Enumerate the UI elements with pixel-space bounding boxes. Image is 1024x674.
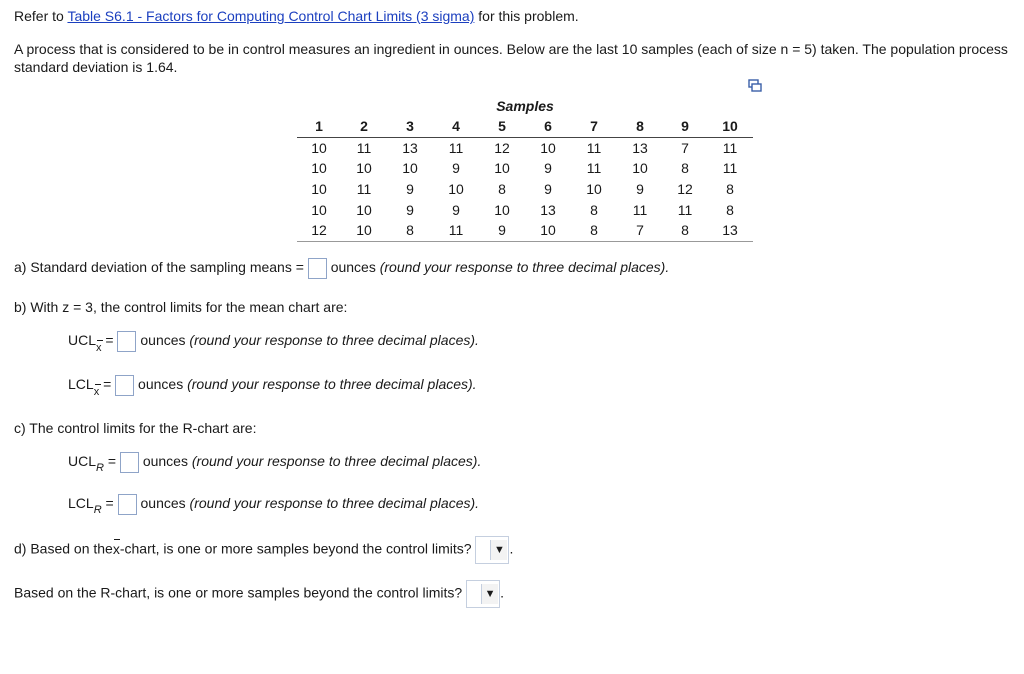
table-cell: 10 xyxy=(525,220,571,241)
rchart-question: Based on the R-chart, is one or more samples beyond the control limits? xyxy=(14,584,463,601)
table-cell: 9 xyxy=(544,181,552,198)
table-cell: 10 xyxy=(494,160,510,177)
ucl-x-label: UCLx xyxy=(68,332,102,355)
ucl-r-unit: ounces xyxy=(142,453,188,470)
refer-prefix: Refer to xyxy=(14,8,64,24)
table-cell: 10 xyxy=(494,201,510,218)
lcl-r-input[interactable] xyxy=(118,494,137,515)
rchart-answer-dropdown[interactable] xyxy=(466,580,500,608)
column-header: 7 xyxy=(571,116,617,137)
ucl-r-label: $UCL_R$ xyxy=(68,453,104,475)
lcl-x-hint: (round your response to three decimal places). xyxy=(187,376,477,393)
part-d-xchart-row xyxy=(14,536,513,564)
ucl-x-input[interactable] xyxy=(117,331,136,352)
table-cell: 9 xyxy=(452,160,460,177)
part-a-label: a) Standard deviation of the sampling means = xyxy=(14,259,304,276)
table-row xyxy=(297,137,753,158)
table-cell: 11 xyxy=(586,139,602,156)
table-cell: 9 xyxy=(406,201,414,218)
table-cell: 8 xyxy=(571,220,617,241)
ucl-x-hint: (round your response to three decimal places). xyxy=(189,332,479,349)
table-cell: 11 xyxy=(356,139,372,156)
sd-sampling-means-input[interactable] xyxy=(308,258,327,279)
table-cell: 10 xyxy=(341,220,387,241)
table-cell: 9 xyxy=(544,160,552,177)
table-cell: 7 xyxy=(681,139,689,156)
ucl-x-equals: = xyxy=(105,332,114,349)
problem-statement: A process that is considered to be in control measures an ingredient in ounces. Below are the last 10 samples (each of size n = 5) taken. The population process standard deviation is 1.64. xyxy=(14,41,1008,75)
table-cell: 11 xyxy=(448,139,464,156)
table-cell: 9 xyxy=(636,181,644,198)
table-cell: 10 xyxy=(311,201,327,218)
xchart-answer-dropdown[interactable] xyxy=(475,536,509,564)
ucl-x-unit: ounces xyxy=(140,332,186,349)
ucl-r-input[interactable] xyxy=(120,452,139,473)
column-header: 2 xyxy=(341,116,387,137)
column-header: 8 xyxy=(617,116,663,137)
table-cell: 11 xyxy=(722,139,738,156)
part-c-label: c) The control limits for the R-chart are: xyxy=(14,420,257,436)
table-cell: 7 xyxy=(617,220,663,241)
column-header: 9 xyxy=(663,116,707,137)
chevron-down-icon: ▼ xyxy=(490,540,507,560)
reference-line xyxy=(14,8,579,24)
table-cell: 11 xyxy=(722,160,738,177)
part-b-label: b) With z = 3, the control limits for the mean chart are: xyxy=(14,299,348,315)
table-header-row xyxy=(297,116,753,137)
table-cell: 9 xyxy=(406,181,414,198)
part-a-unit: ounces xyxy=(330,259,376,276)
table-cell: 9 xyxy=(479,220,525,241)
table-cell: 8 xyxy=(726,201,734,218)
table-cell: 8 xyxy=(681,160,689,177)
table-cell: 9 xyxy=(452,201,460,218)
table-cell: 10 xyxy=(540,139,556,156)
ucl-x-row xyxy=(68,331,479,355)
table-row xyxy=(297,179,753,200)
table-cell: 12 xyxy=(677,181,693,198)
ucl-r-hint: (round your response to three decimal places). xyxy=(191,453,482,470)
ucl-r-equals: = xyxy=(107,453,117,470)
table-cell: 13 xyxy=(707,220,753,241)
part-d-rchart-row xyxy=(14,580,504,608)
table-cell: 10 xyxy=(356,201,372,218)
table-body xyxy=(297,137,753,241)
table-cell: 10 xyxy=(311,139,327,156)
refer-suffix: for this problem. xyxy=(478,8,579,24)
lcl-x-label: LCLx xyxy=(68,376,100,399)
part-a-hint: (round your response to three decimal places). xyxy=(379,259,670,276)
rchart-period: . xyxy=(500,584,504,601)
copy-data-icon[interactable] xyxy=(748,79,762,93)
table-cell: 10 xyxy=(356,160,372,177)
lcl-r-hint: (round your response to three decimal places). xyxy=(189,495,480,512)
table-cell: 12 xyxy=(297,220,341,241)
lcl-x-unit: ounces xyxy=(138,376,184,393)
ucl-r-row xyxy=(68,452,481,473)
table-cell: 10 xyxy=(402,160,418,177)
column-header: 6 xyxy=(525,116,571,137)
table-cell: 13 xyxy=(540,201,556,218)
table-cell: 12 xyxy=(494,139,510,156)
table-cell: 10 xyxy=(632,160,648,177)
table-link[interactable]: Table S6.1 - Factors for Computing Control Chart Limits (3 sigma) xyxy=(67,8,475,24)
chevron-down-icon: ▼ xyxy=(481,584,498,604)
table-row xyxy=(297,220,753,241)
part-d-prefix: d) Based on the xyxy=(14,540,113,557)
table-cell: 13 xyxy=(632,139,648,156)
column-header: 10 xyxy=(707,116,753,137)
table-cell: 13 xyxy=(402,139,418,156)
lcl-x-equals: = xyxy=(103,376,112,393)
column-header: 4 xyxy=(433,116,479,137)
column-header: 1 xyxy=(297,116,341,137)
part-d-suffix: -chart, is one or more samples beyond the control limits? xyxy=(119,540,472,557)
table-cell: 10 xyxy=(311,160,327,177)
table-cell: 10 xyxy=(448,181,464,198)
column-header: 5 xyxy=(479,116,525,137)
table-cell: 8 xyxy=(726,181,734,198)
column-header: 3 xyxy=(387,116,433,137)
table-cell: 11 xyxy=(586,160,602,177)
lcl-x-row xyxy=(68,375,477,399)
table-row xyxy=(297,158,753,179)
samples-table xyxy=(297,96,753,242)
lcl-x-input[interactable] xyxy=(115,375,134,396)
table-cell: 8 xyxy=(663,220,707,241)
lcl-r-equals: = xyxy=(105,495,114,512)
table-cell: 8 xyxy=(498,181,506,198)
table-cell: 11 xyxy=(433,220,479,241)
table-cell: 10 xyxy=(311,181,327,198)
table-caption: Samples xyxy=(496,98,554,114)
part-d-x: x xyxy=(112,540,120,557)
part-a-row xyxy=(14,258,669,279)
table-row xyxy=(297,199,753,220)
table-cell: 8 xyxy=(590,201,598,218)
part-d-period: . xyxy=(509,540,514,557)
lcl-r-label: $LCL_R$ xyxy=(68,495,102,517)
table-cell: 10 xyxy=(586,181,602,198)
table-cell: 11 xyxy=(356,181,372,198)
table-cell: 11 xyxy=(677,201,693,218)
lcl-r-unit: ounces xyxy=(140,495,186,512)
lcl-r-row xyxy=(68,494,479,515)
table-cell: 11 xyxy=(632,201,648,218)
table-cell: 8 xyxy=(387,220,433,241)
